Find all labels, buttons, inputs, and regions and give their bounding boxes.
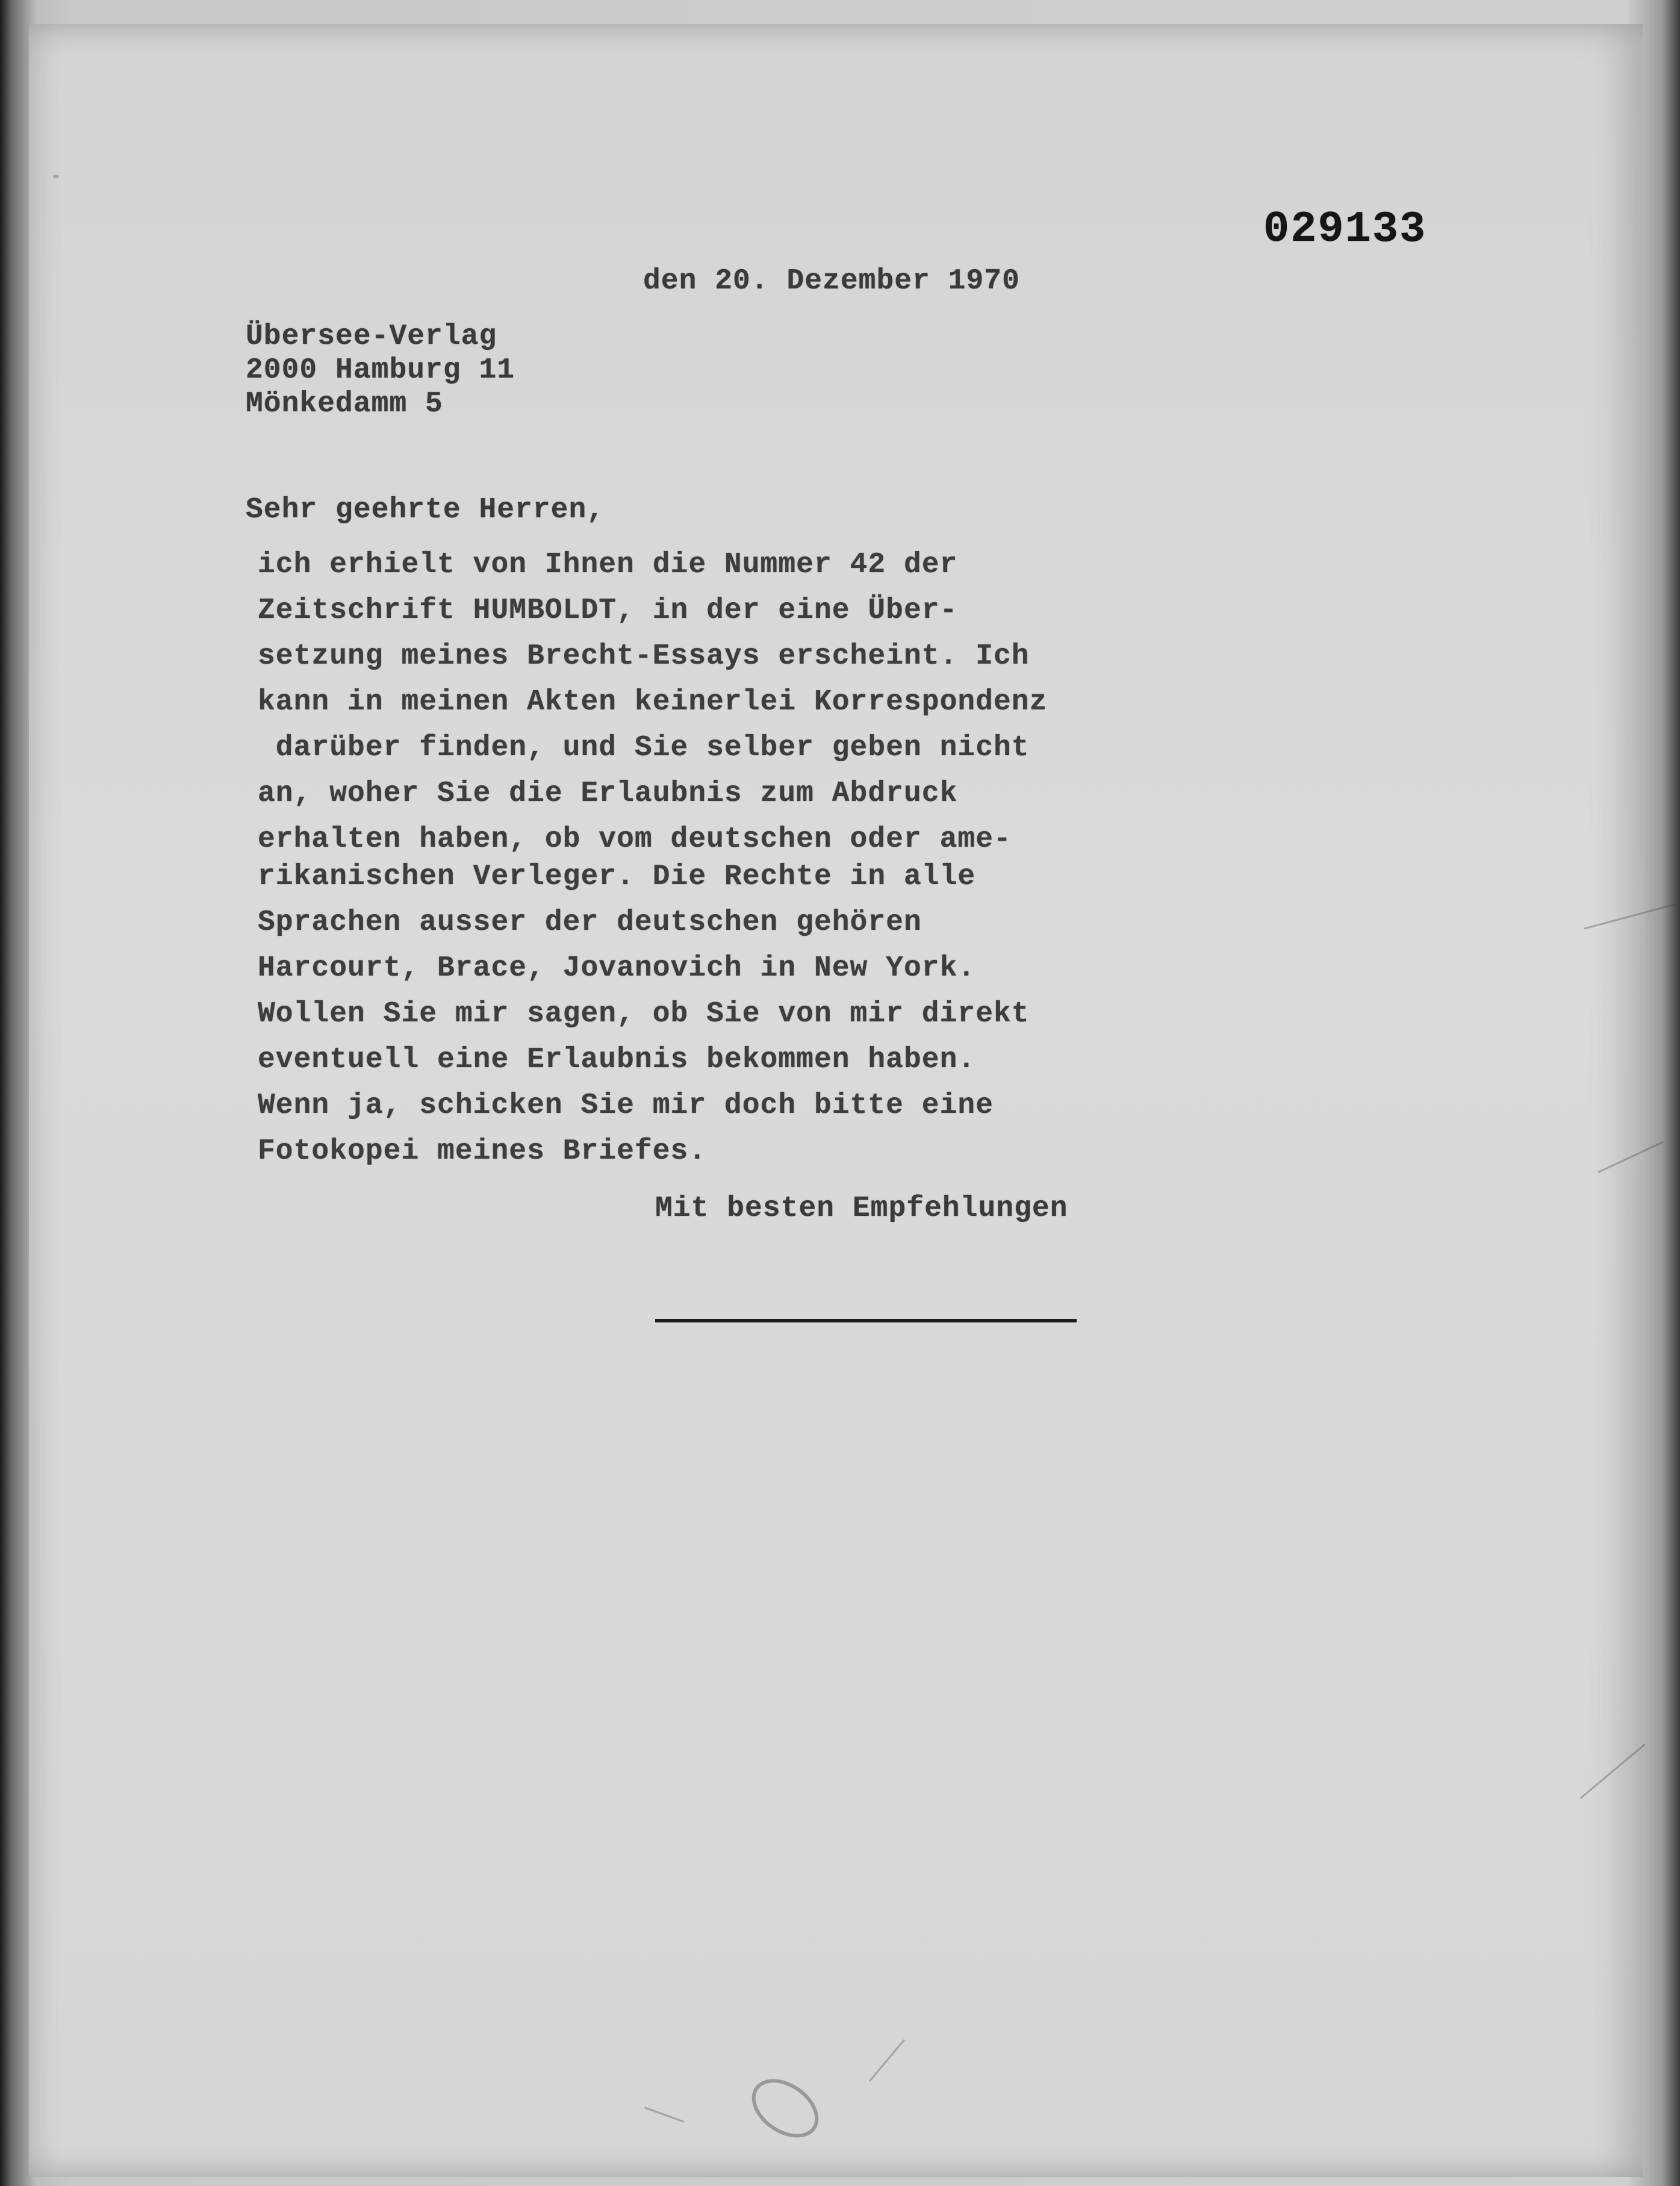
- body-line: an, woher Sie die Erlaubnis zum Abdruck: [258, 777, 958, 810]
- paper-speck: [1598, 1141, 1664, 1173]
- paper-stain: [741, 2067, 830, 2149]
- body-line: Fotokopei meines Briefes.: [258, 1135, 707, 1168]
- recipient-street: Mönkedamm 5: [246, 388, 443, 420]
- body-line: Sprachen ausser der deutschen gehören: [258, 906, 922, 939]
- body-line: Zeitschrift HUMBOLDT, in der eine Über-: [258, 594, 958, 627]
- paper-speck: [53, 175, 59, 178]
- paper-speck: [1584, 903, 1677, 929]
- body-line: darüber finden, und Sie selber geben nicht: [258, 732, 1030, 764]
- recipient-city: 2000 Hamburg 11: [246, 354, 515, 387]
- salutation: Sehr geehrte Herren,: [246, 494, 605, 526]
- letter-body: [258, 542, 1047, 1183]
- letter-paper: [29, 24, 1643, 2177]
- body-line: eventuell eine Erlaubnis bekommen haben.: [258, 1044, 976, 1076]
- body-line: kann in meinen Akten keinerlei Korrespondenz: [258, 686, 1048, 718]
- recipient-name: Übersee-Verlag: [246, 320, 497, 353]
- body-line: rikanischen Verleger. Die Rechte in alle: [258, 861, 976, 893]
- archive-number: 029133: [1263, 205, 1427, 254]
- signature-line: [655, 1319, 1077, 1322]
- body-line: erhalten haben, ob vom deutschen oder ame-: [258, 823, 1012, 856]
- paper-speck: [644, 2107, 685, 2123]
- paper-speck: [1579, 1743, 1645, 1799]
- closing: Mit besten Empfehlungen: [655, 1192, 1068, 1225]
- letter-date: den 20. Dezember 1970: [643, 265, 1020, 297]
- paper-speck: [869, 2039, 905, 2082]
- body-line: Harcourt, Brace, Jovanovich in New York.: [258, 952, 976, 985]
- body-line: setzung meines Brecht-Essays erscheint. Ich: [258, 640, 1030, 673]
- body-line: ich erhielt von Ihnen die Nummer 42 der: [258, 549, 958, 581]
- body-line: Wenn ja, schicken Sie mir doch bitte eine: [258, 1089, 994, 1122]
- body-line: Wollen Sie mir sagen, ob Sie von mir direkt: [258, 998, 1030, 1030]
